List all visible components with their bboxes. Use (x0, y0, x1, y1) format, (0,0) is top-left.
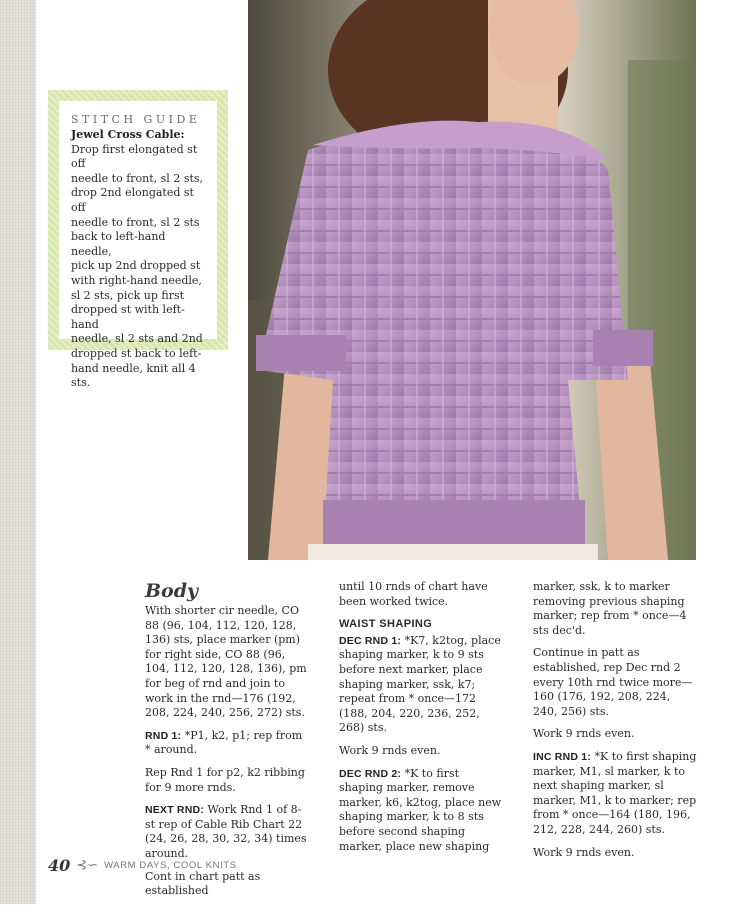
paragraph: With shorter cir needle, CO 88 (96, 104, 112, 120, 128, 136) sts, place marker (pm) for right side, CO 88 (96, 104, 112, 120, 128, 136), pm for beg of rnd and join to work in the rnd—176 (192, 208, 224, 240, 256, 272) sts. (145, 604, 307, 720)
paragraph: marker, ssk, k to marker removing previous shaping marker; rep from * once—4 sts dec'd. (533, 580, 687, 637)
round-text: *K to first shaping marker, M1, sl marker, k to next shaping marker, sl marker, M1, k to marker; rep from * once—164 (180, 196, 212, 228, 244, 260) sts. (533, 749, 697, 836)
stitch-guide-line: dropped st back to left- (71, 346, 202, 360)
round-label: INC RND 1: (533, 750, 592, 763)
stitch-guide-line: dropped st with left-hand (71, 303, 185, 331)
round-label: NEXT RND: (145, 804, 204, 817)
column-3 (533, 580, 698, 868)
page-number: 40 (48, 855, 71, 875)
paragraph: Rep Rnd 1 for p2, k2 ribbing for 9 more rnds. (145, 765, 305, 794)
paragraph (339, 634, 504, 736)
paragraph: Continue in patt as established, rep Dec rnd 2 every 10th rnd twice more—160 (176, 192, 208, 224, 240, 256) sts. (533, 646, 693, 718)
stitch-guide-line: sl 2 sts, pick up first (71, 288, 185, 302)
round-text: Work Rnd 1 of 8-st rep of Cable Rib Chart 22 (24, 26, 28, 30, 32, 34) times around. (145, 803, 307, 860)
stitch-guide-line: pick up 2nd dropped st (71, 259, 201, 273)
stitch-guide-content (59, 101, 217, 390)
round-label: DEC RND 1: (339, 634, 402, 647)
round-label: DEC RND 2: (339, 767, 402, 780)
stitch-guide-line: back to left-hand needle, (71, 230, 166, 258)
photo-illustration (248, 0, 696, 560)
paragraph: Work 9 rnds even. (533, 845, 635, 859)
paragraph (533, 750, 698, 838)
stitch-guide-line: with right-hand needle, (71, 273, 202, 287)
stitch-guide-line: hand needle, knit all 4 sts. (71, 361, 196, 390)
section-heading-waist-shaping: WAIST SHAPING (339, 618, 433, 631)
paragraph (339, 767, 504, 855)
page-footer (48, 855, 237, 875)
round-text: *P1, k2, p1; rep from * around. (145, 728, 303, 757)
stitch-guide-line: drop 2nd elongated st off (71, 186, 194, 214)
stitch-guide-box (48, 90, 228, 390)
running-head: WARM DAYS, COOL KNITS (104, 859, 237, 871)
paragraph: until 10 rnds of chart have been worked twice. (339, 580, 488, 608)
stitch-guide-title: STITCH GUIDE (71, 113, 201, 126)
paragraph: Work 9 rnds even. (533, 727, 635, 741)
round-text: *K to first shaping marker, remove marker, k6, k2tog, place new shaping marker, k to 8 sts before second shaping marker, place new shaping (339, 766, 502, 853)
paragraph: Cont in chart patt as established (145, 869, 261, 898)
spine-texture (0, 0, 36, 904)
stitch-guide-line: needle, sl 2 sts and 2nd (71, 332, 203, 346)
column-2 (339, 580, 504, 862)
stitch-guide-line: needle to front, sl 2 sts, (71, 171, 204, 185)
paragraph (145, 729, 310, 758)
stitch-guide-subtitle: Jewel Cross Cable: (71, 128, 185, 141)
stitch-guide-line: Drop first elongated st off (71, 142, 198, 171)
stitch-guide-line: needle to front, sl 2 sts (71, 215, 200, 229)
section-heading-body: Body (145, 580, 199, 602)
flourish-icon: ⊰∽ (76, 857, 99, 873)
round-text: *K7, k2tog, place shaping marker, k to 9 sts before next marker, place shaping marker, ssk, k7; repeat from * once—172 (188, 204, 220, 236, 252, 268) sts. (339, 633, 501, 735)
sweater-photo (248, 0, 696, 560)
round-label: RND 1: (145, 729, 182, 742)
paragraph (145, 803, 310, 861)
paragraph: Work 9 rnds even. (339, 743, 441, 757)
